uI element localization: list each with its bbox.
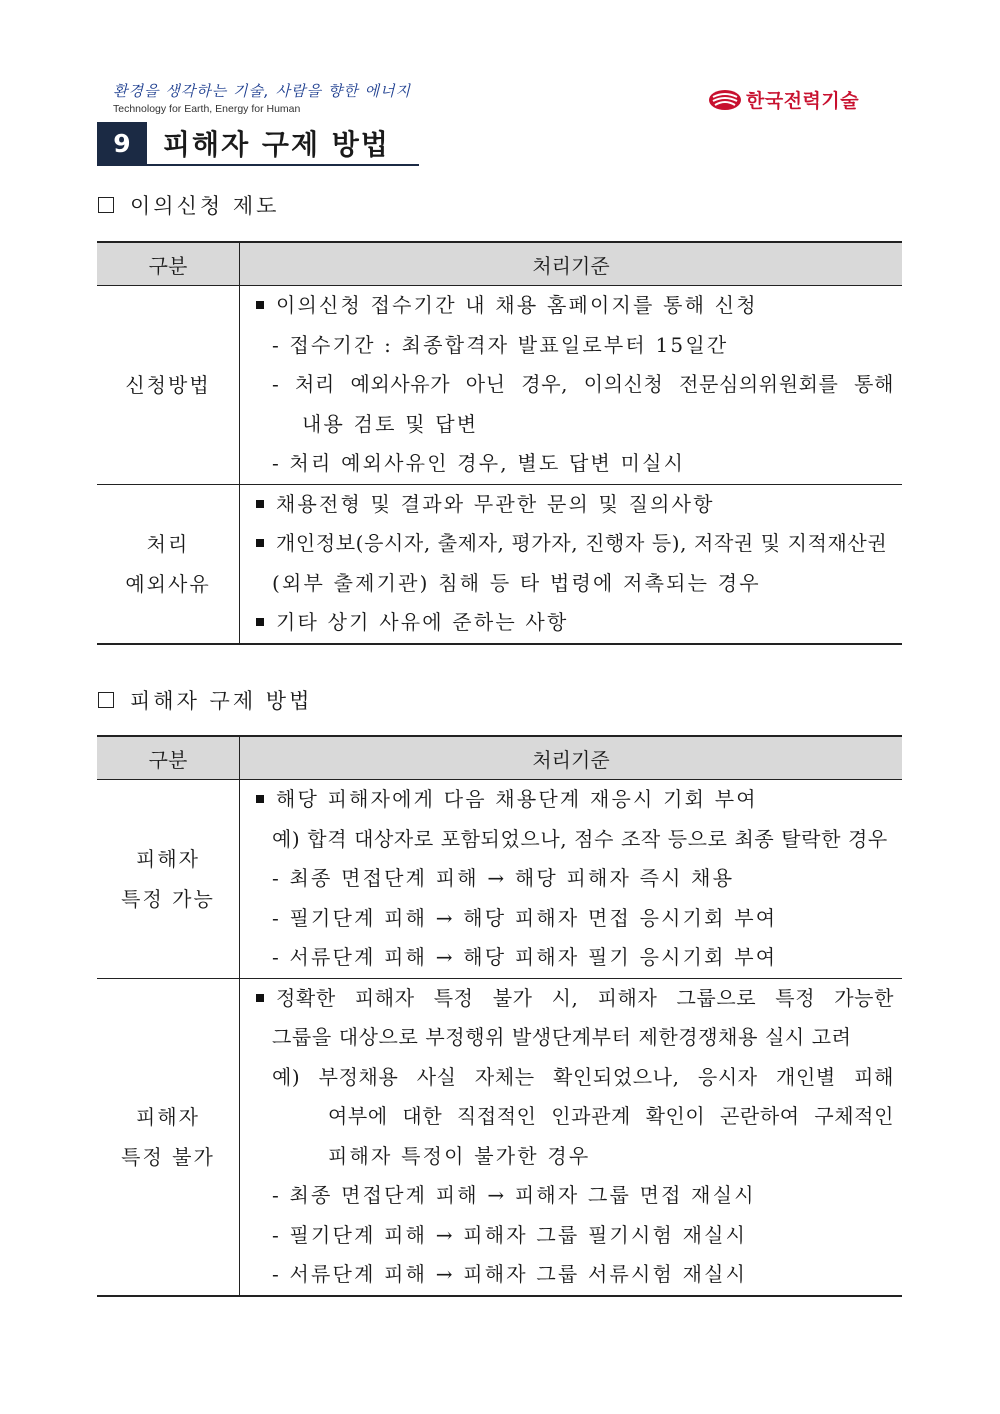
criteria-line: 기타 상기 사유에 준하는 사항 (254, 603, 894, 643)
criteria-line: (외부 출제기관) 침해 등 타 법령에 저촉되는 경우 (272, 570, 761, 595)
criteria-line: 해당 피해자에게 다음 채용단계 재응시 기회 부여 (254, 780, 894, 820)
criteria-line: - 처리 예외사유인 경우, 별도 답변 미실시 (272, 451, 686, 475)
checkbox-square-icon (98, 692, 114, 708)
column-header: 처리기준 (240, 242, 903, 286)
criteria-line: 여부에 대한 직접적인 인과관계 확인이 곤란하여 구체적인 (328, 1104, 894, 1128)
row-criteria (240, 286, 903, 485)
section-title: 피해자 구제 방법 (163, 128, 390, 161)
row-criteria (240, 484, 903, 644)
bullet-icon (256, 539, 264, 547)
section-heading (97, 122, 390, 164)
criteria-line: - 서류단계 피해 → 해당 피해자 필기 응시기회 부여 (272, 945, 778, 969)
criteria-line: - 필기단계 피해 → 해당 피해자 면접 응시기회 부여 (272, 905, 778, 930)
subsection-title: 이의신청 제도 (130, 194, 280, 218)
slogan-english: Technology for Earth, Energy for Human (113, 103, 301, 115)
header-slogan (113, 80, 411, 115)
row-category: 피해자 특정 가능 (97, 780, 240, 979)
table-row (97, 484, 902, 644)
row-category: 피해자 특정 불가 (97, 978, 240, 1296)
logo-text: 한국전력기술 (746, 90, 860, 112)
bullet-icon (256, 618, 264, 626)
criteria-line: 그룹을 대상으로 부정행위 발생단계부터 제한경쟁채용 실시 고려 (272, 1025, 852, 1049)
criteria-line: 예) 부정채용 사실 자체는 확인되었으나, 응시자 개인별 피해 (272, 1064, 894, 1089)
table-header-row (97, 736, 902, 780)
section-number: 9 (97, 122, 147, 164)
criteria-line: 정확한 피해자 특정 불가 시, 피해자 그룹으로 특정 가능한 (254, 979, 894, 1019)
criteria-line: 피해자 특정이 불가한 경우 (328, 1143, 591, 1168)
criteria-line: - 처리 예외사유가 아닌 경우, 이의신청 전문심의위원회를 통해 (272, 372, 894, 396)
table-row (97, 780, 902, 979)
objection-table (97, 241, 902, 645)
row-category: 처리 예외사유 (97, 484, 240, 644)
checkbox-square-icon (98, 197, 114, 213)
subsection-objection (98, 190, 279, 220)
table-header-row (97, 242, 902, 286)
criteria-line: - 서류단계 피해 → 피해자 그룹 서류시험 재실시 (272, 1262, 748, 1286)
criteria-line: - 최종 면접단계 피해 → 피해자 그룹 면접 재실시 (272, 1183, 756, 1207)
column-header: 구분 (97, 242, 240, 286)
kepco-logo-icon (708, 89, 742, 111)
criteria-line: 예) 합격 대상자로 포함되었으나, 점수 조작 등으로 최종 탈락한 경우 (272, 826, 888, 851)
row-criteria (240, 978, 903, 1296)
bullet-icon (256, 994, 264, 1002)
relief-table (97, 735, 902, 1297)
heading-underline (97, 164, 419, 166)
bullet-icon (256, 301, 264, 309)
criteria-line: 이의신청 접수기간 내 채용 홈페이지를 통해 신청 (254, 286, 894, 326)
table-row (97, 286, 902, 485)
criteria-line: - 필기단계 피해 → 피해자 그룹 필기시험 재실시 (272, 1222, 748, 1247)
criteria-line: - 최종 면접단계 피해 → 해당 피해자 즉시 채용 (272, 866, 735, 890)
criteria-line: 채용전형 및 결과와 무관한 문의 및 질의사항 (254, 485, 894, 525)
criteria-line: 개인정보(응시자, 출제자, 평가자, 진행자 등), 저작권 및 지적재산권 (254, 524, 894, 564)
criteria-line: 내용 검토 및 답변 (302, 411, 479, 436)
bullet-icon (256, 500, 264, 508)
company-logo (708, 86, 859, 113)
subsection-relief (98, 685, 312, 715)
column-header: 구분 (97, 736, 240, 780)
slogan-korean: 환경을 생각하는 기술, 사람을 향한 에너지 (113, 82, 411, 100)
column-header: 처리기준 (240, 736, 903, 780)
subsection-title: 피해자 구제 방법 (130, 689, 313, 713)
row-criteria (240, 780, 903, 979)
criteria-line: - 접수기간 : 최종합격자 발표일로부터 15일간 (272, 332, 729, 357)
bullet-icon (256, 795, 264, 803)
row-category: 신청방법 (97, 286, 240, 485)
table-row (97, 978, 902, 1296)
